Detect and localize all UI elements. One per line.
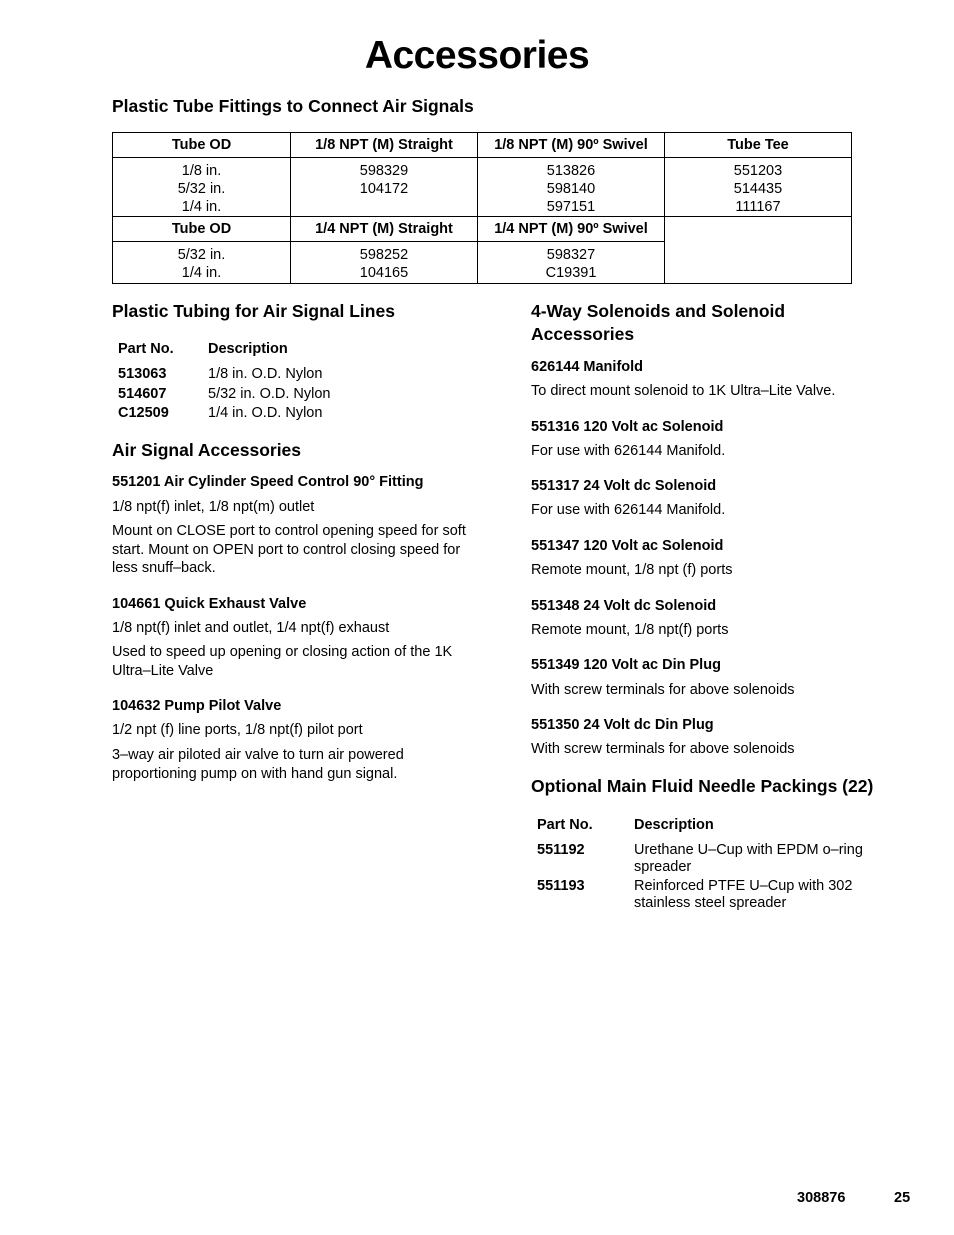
tubing-heading: Plastic Tubing for Air Signal Lines: [112, 301, 395, 321]
item-text: Remote mount, 1/8 npt(f) ports: [531, 622, 729, 638]
cell-line: 514435: [733, 181, 783, 197]
solenoids-heading: 4-Way Solenoids and Solenoid Accessories: [531, 301, 786, 344]
item-text: 1/8 npt(f) inlet and outlet, 1/4 npt(f) exhaust: [112, 620, 390, 636]
part-description: 1/8 in. O.D. Nylon: [208, 366, 323, 382]
cell-line: 1/8 in.: [181, 163, 222, 179]
packings-parts-list: [537, 817, 897, 914]
cell-line: 104172: [359, 181, 409, 197]
part-number: C12509: [118, 405, 169, 421]
part-description: Urethane U–Cup with EPDM o–ring spreader: [634, 842, 863, 875]
page-number: 25: [894, 1190, 911, 1206]
item-text: 3–way air piloted air valve to turn air powered proportioning pump on with hand gun signal.: [112, 747, 404, 782]
item-text: Remote mount, 1/8 npt (f) ports: [531, 562, 733, 578]
item-title: 626144 Manifold: [531, 359, 644, 375]
packings-heading: Optional Main Fluid Needle Packings (22): [531, 776, 874, 796]
item-text: To direct mount solenoid to 1K Ultra–Lite Valve.: [531, 383, 836, 399]
item-title: 551347 120 Volt ac Solenoid: [531, 538, 724, 554]
cell-line: 597151: [546, 199, 596, 215]
cell-line: 111167: [735, 199, 781, 215]
part-description: Reinforced PTFE U–Cup with 302 stainless steel spreader: [634, 878, 853, 911]
table-header-cell: 1/8 NPT (M) 90º Swivel: [478, 133, 665, 158]
item-text: Used to speed up opening or closing action of the 1K Ultra–Lite Valve: [112, 644, 453, 679]
item-title: 551350 24 Volt dc Din Plug: [531, 717, 714, 733]
description-header: Description: [208, 341, 288, 357]
list-item: [537, 842, 897, 878]
cell-line: 598329: [359, 163, 409, 179]
list-item: [118, 405, 478, 425]
item-title: 104632 Pump Pilot Valve: [112, 698, 282, 714]
cell-line: 551203: [733, 163, 783, 179]
table-header-cell: 1/4 NPT (M) 90º Swivel: [478, 217, 665, 242]
item-text: With screw terminals for above solenoids: [531, 741, 795, 757]
cell-line: 598140: [546, 181, 596, 197]
fittings-table: [112, 132, 852, 284]
table-cell: [113, 158, 291, 217]
table-header-cell: Tube Tee: [665, 133, 852, 158]
fittings-data-row-1: [113, 158, 852, 217]
parts-list-header: [537, 817, 897, 842]
cell-line: 598327: [546, 247, 596, 263]
fittings-heading: Plastic Tube Fittings to Connect Air Signals: [112, 96, 474, 116]
table-cell: [113, 242, 291, 284]
cell-line: 5/32 in.: [177, 247, 226, 263]
cell-line: 513826: [546, 163, 596, 179]
part-number: 514607: [118, 385, 167, 402]
table-header-cell: 1/8 NPT (M) Straight: [291, 133, 478, 158]
fittings-header-row-1: [113, 133, 852, 158]
cell-line: 1/4 in.: [181, 199, 222, 215]
item-title: 551348 24 Volt dc Solenoid: [531, 598, 717, 614]
item-text: For use with 626144 Manifold.: [531, 502, 726, 518]
list-item: [118, 366, 478, 386]
table-cell: [478, 158, 665, 217]
table-cell: [291, 242, 478, 284]
cell-line: C19391: [545, 265, 597, 281]
item-title: 551317 24 Volt dc Solenoid: [531, 478, 717, 494]
table-cell: [665, 158, 852, 217]
part-description: 5/32 in. O.D. Nylon: [208, 385, 331, 402]
item-text: With screw terminals for above solenoids: [531, 682, 795, 698]
part-number-header: Part No.: [118, 341, 174, 357]
item-text: For use with 626144 Manifold.: [531, 443, 726, 459]
item-title: 104661 Quick Exhaust Valve: [112, 596, 307, 612]
cell-line: 598252: [359, 247, 409, 263]
part-description: 1/4 in. O.D. Nylon: [208, 405, 323, 421]
air-signal-heading: Air Signal Accessories: [112, 440, 302, 460]
item-title: 551201 Air Cylinder Speed Control 90° Fitting: [112, 474, 424, 490]
tubing-parts-list: [118, 341, 478, 425]
table-header-cell: Tube OD: [113, 217, 291, 242]
page-title: Accessories: [364, 34, 590, 77]
description-header: Description: [634, 817, 714, 833]
table-header-cell: Tube OD: [113, 133, 291, 158]
table-cell: [478, 242, 665, 284]
part-number: 513063: [118, 366, 167, 382]
part-number: 551193: [537, 878, 585, 894]
item-text: 1/8 npt(f) inlet, 1/8 npt(m) outlet: [112, 499, 315, 515]
doc-number: 308876: [797, 1190, 846, 1206]
table-cell: [291, 158, 478, 217]
list-item: [118, 386, 478, 406]
cell-line: 104165: [359, 265, 409, 281]
part-number: 551192: [537, 842, 585, 858]
item-title: 551349 120 Volt ac Din Plug: [531, 657, 721, 673]
cell-line: 1/4 in.: [181, 265, 222, 281]
empty-cell: [665, 217, 852, 284]
item-text: Mount on CLOSE port to control opening speed for soft start. Mount on OPEN port to control closing speed for less snuff–back.: [112, 523, 466, 576]
item-text: 1/2 npt (f) line ports, 1/8 npt(f) pilot port: [112, 722, 363, 738]
fittings-header-row-2: [113, 217, 852, 242]
parts-list-header: [118, 341, 478, 366]
part-number-header: Part No.: [537, 817, 593, 833]
table-header-cell: 1/4 NPT (M) Straight: [291, 217, 478, 242]
item-title: 551316 120 Volt ac Solenoid: [531, 419, 724, 435]
list-item: [537, 878, 897, 914]
cell-line: 5/32 in.: [177, 181, 226, 197]
